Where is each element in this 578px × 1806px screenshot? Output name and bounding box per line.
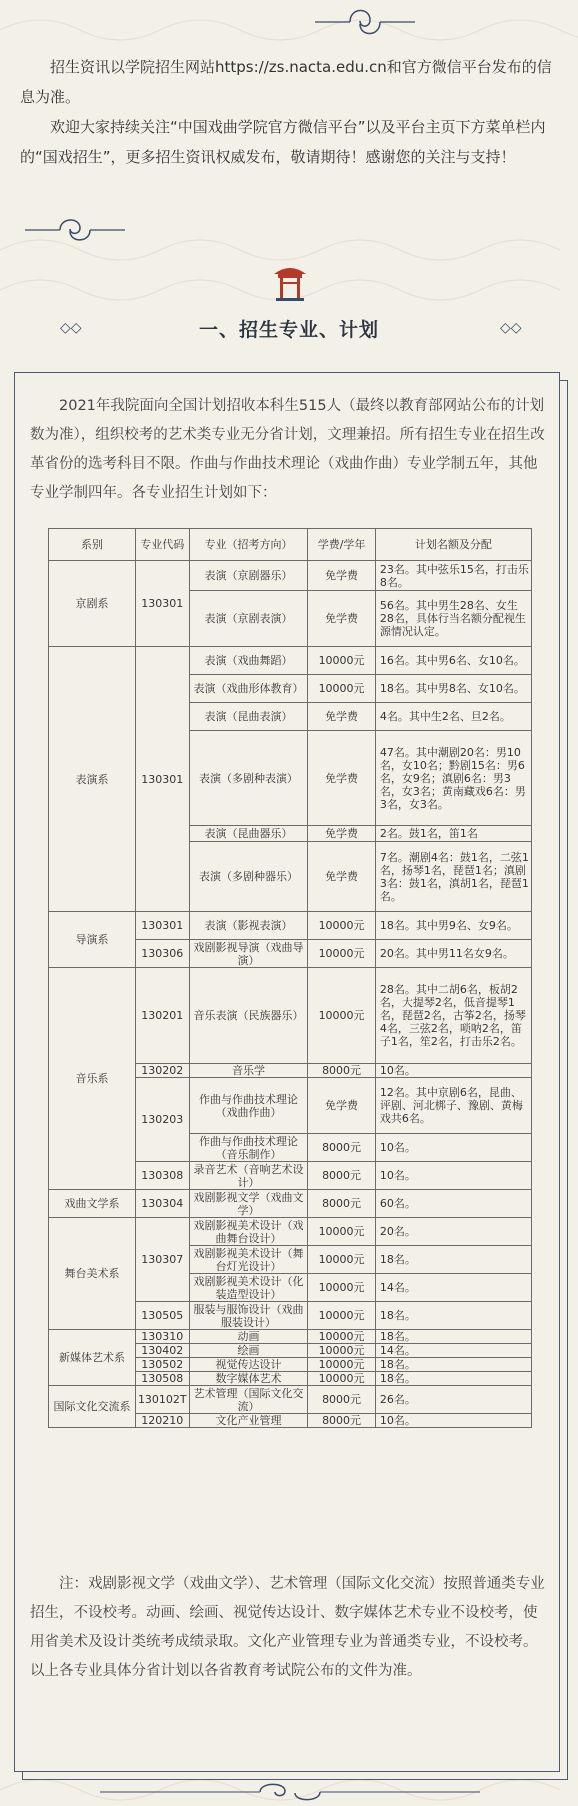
fee-cell: 10000元	[308, 940, 376, 968]
fee-cell: 10000元	[308, 647, 376, 675]
intro-paragraph: 招生资讯以学院招生网站https://zs.nacta.edu.cn和官方微信平台发布的信息为准。	[20, 58, 552, 106]
double-chevron-icon: ◇◇	[500, 320, 522, 336]
table-row	[49, 912, 532, 940]
fee-cell: 8000元	[308, 1162, 376, 1190]
table-row	[49, 968, 532, 1064]
fee-cell: 8000元	[308, 1064, 376, 1078]
fee-cell: 10000元	[308, 1302, 376, 1330]
plan-cell: 14名。	[375, 1344, 531, 1358]
code-cell: 130102T	[135, 1386, 189, 1414]
plan-cell: 18名。其中男8名、女10名。	[375, 675, 531, 703]
plan-cell: 10名。	[375, 1162, 531, 1190]
major-cell: 录音艺术（音响艺术设计）	[189, 1162, 308, 1190]
fee-cell: 10000元	[308, 1358, 376, 1372]
header-code: 专业代码	[135, 529, 189, 561]
plan-cell: 10名。	[375, 1134, 531, 1162]
major-cell: 音乐学	[189, 1064, 308, 1078]
major-cell: 表演（多剧种器乐）	[189, 842, 308, 912]
major-cell: 文化产业管理	[189, 1414, 308, 1428]
footnote	[30, 1570, 550, 1686]
code-cell: 130307	[135, 1218, 189, 1302]
fee-cell: 10000元	[308, 1218, 376, 1246]
wave-divider-icon	[310, 2, 420, 42]
section-title: 一、招生专业、计划	[198, 319, 379, 341]
major-cell: 表演（京剧表演）	[189, 591, 308, 647]
major-cell: 戏剧影视导演（戏曲导演）	[189, 940, 308, 968]
code-cell: 130203	[135, 1078, 189, 1162]
code-cell: 130301	[135, 561, 189, 647]
table-row	[49, 561, 532, 591]
major-cell: 戏剧影视美术设计（舞台灯光设计）	[189, 1246, 308, 1274]
fee-cell: 10000元	[308, 968, 376, 1064]
plan-cell: 16名。其中男6名、女10名。	[375, 647, 531, 675]
description	[30, 392, 550, 508]
fee-cell: 免学费	[308, 561, 376, 591]
plan-cell: 47名。其中潮剧20名：男10名，女10名；黔剧15名：男6名，女9名；滇剧6名：男3名，女3名；黄南藏戏6名：男3名，女3名。	[375, 731, 531, 826]
fee-cell: 免学费	[308, 731, 376, 826]
dept-cell: 表演系	[49, 647, 136, 912]
fee-cell: 10000元	[308, 1246, 376, 1274]
code-cell: 130308	[135, 1162, 189, 1190]
footnote-text: 注：戏剧影视文学（戏曲文学）、艺术管理（国际文化交流）按照普通类专业招生，不设校考。动画、绘画、视觉传达设计、数字媒体艺术专业不设校考，使用省美术及设计类统考成绩录取。文化产业管理专业为普通类专业，不设校考。以上各专业具体分省计划以各省教育考试院公布的文件为准。	[30, 1576, 545, 1679]
fee-cell: 10000元	[308, 1372, 376, 1386]
dept-cell: 舞台美术系	[49, 1218, 136, 1330]
fee-cell: 8000元	[308, 1414, 376, 1428]
intro-paragraph: 欢迎大家持续关注“中国戏曲学院官方微信平台”以及平台主页下方菜单栏内的“国戏招生”，更多招生资讯权威发布，敬请期待！感谢您的关注与支持！	[20, 118, 546, 166]
header-major: 专业（招考方向）	[189, 529, 308, 561]
major-cell: 表演（昆曲器乐）	[189, 826, 308, 842]
code-cell: 130306	[135, 940, 189, 968]
plan-cell: 10名。	[375, 1414, 531, 1428]
major-cell: 服装与服饰设计（戏曲服装设计）	[189, 1302, 308, 1330]
major-cell: 表演（戏曲形体教育）	[189, 675, 308, 703]
plan-cell: 20名。	[375, 1218, 531, 1246]
code-cell: 120210	[135, 1414, 189, 1428]
description-text: 2021年我院面向全国计划招收本科生515人（最终以教育部网站公布的计划数为准），组织校考的艺术类专业无分省计划，文理兼招。所有招生专业在招生改革省份的选考科目不限。作曲与作曲技术理论（戏曲作曲）专业学制五年，其他专业学制四年。各专业招生计划如下：	[30, 398, 545, 501]
major-cell: 戏剧影视文学（戏曲文学）	[189, 1190, 308, 1218]
plan-cell: 2名。鼓1名，笛1名	[375, 826, 531, 842]
code-cell: 130201	[135, 968, 189, 1064]
code-cell: 130505	[135, 1302, 189, 1330]
code-cell: 130310	[135, 1330, 189, 1344]
major-cell: 音乐表演（民族器乐）	[189, 968, 308, 1064]
code-cell: 130304	[135, 1190, 189, 1218]
code-cell: 130502	[135, 1358, 189, 1372]
major-cell: 作曲与作曲技术理论（戏曲作曲）	[189, 1078, 308, 1134]
major-cell: 视觉传达设计	[189, 1358, 308, 1372]
header-fee: 学费/学年	[308, 529, 376, 561]
plan-cell: 23名。其中弦乐15名，打击乐8名。	[375, 561, 531, 591]
major-cell: 表演（戏曲舞蹈）	[189, 647, 308, 675]
table-row	[49, 647, 532, 675]
intro-text	[20, 52, 560, 172]
dept-cell: 戏曲文学系	[49, 1190, 136, 1218]
fee-cell: 10000元	[308, 912, 376, 940]
double-chevron-icon: ◇◇	[60, 320, 82, 336]
fee-cell: 8000元	[308, 1190, 376, 1218]
plan-cell: 28名。其中二胡6名，板胡2名，大提琴2名，低音提琴1名，琵琶2名，古筝2名，扬琴4名，三弦2名，唢呐2名，笛子1名，笙2名，打击乐2名。	[375, 968, 531, 1064]
fee-cell: 10000元	[308, 1330, 376, 1344]
plan-cell: 18名。	[375, 1246, 531, 1274]
fee-cell: 10000元	[308, 1274, 376, 1302]
major-cell: 表演（昆曲表演）	[189, 703, 308, 731]
plan-cell: 26名。	[375, 1386, 531, 1414]
wave-divider-icon	[100, 1780, 480, 1804]
fee-cell: 免学费	[308, 826, 376, 842]
fee-cell: 10000元	[308, 675, 376, 703]
fee-cell: 免学费	[308, 591, 376, 647]
pavilion-icon	[272, 262, 308, 302]
major-cell: 戏剧影视美术设计（戏曲舞台设计）	[189, 1218, 308, 1246]
major-cell: 动画	[189, 1330, 308, 1344]
table-header	[49, 529, 532, 561]
major-cell: 艺术管理（国际文化交流）	[189, 1386, 308, 1414]
header-dept: 系别	[49, 529, 136, 561]
plan-cell: 18名。	[375, 1358, 531, 1372]
major-cell: 戏剧影视美术设计（化装造型设计）	[189, 1274, 308, 1302]
dept-cell: 音乐系	[49, 968, 136, 1190]
major-cell: 作曲与作曲技术理论（音乐制作）	[189, 1134, 308, 1162]
major-cell: 表演（京剧器乐）	[189, 561, 308, 591]
wave-divider-icon	[20, 215, 130, 245]
dept-cell: 国际文化交流系	[49, 1386, 136, 1428]
code-cell: 130301	[135, 912, 189, 940]
major-cell: 表演（多剧种表演）	[189, 731, 308, 826]
plan-cell: 18名。其中男9名、女9名。	[375, 912, 531, 940]
fee-cell: 免学费	[308, 703, 376, 731]
plan-cell: 18名。	[375, 1330, 531, 1344]
table-row	[49, 1218, 532, 1246]
major-cell: 表演（影视表演）	[189, 912, 308, 940]
fee-cell: 免学费	[308, 1078, 376, 1134]
code-cell: 130402	[135, 1344, 189, 1358]
plan-cell: 14名。	[375, 1274, 531, 1302]
header-plan: 计划名额及分配	[375, 529, 531, 561]
fee-cell: 8000元	[308, 1386, 376, 1414]
table-row	[49, 1386, 532, 1414]
dept-cell: 导演系	[49, 912, 136, 968]
major-cell: 数字媒体艺术	[189, 1372, 308, 1386]
enrollment-table	[48, 528, 532, 1428]
code-cell: 130301	[135, 647, 189, 912]
plan-cell: 10名。	[375, 1064, 531, 1078]
table-row	[49, 1330, 532, 1344]
fee-cell: 8000元	[308, 1134, 376, 1162]
fee-cell: 免学费	[308, 842, 376, 912]
major-cell: 绘画	[189, 1344, 308, 1358]
dept-cell: 新媒体艺术系	[49, 1330, 136, 1386]
plan-cell: 4名。其中生2名、旦2名。	[375, 703, 531, 731]
plan-cell: 60名。	[375, 1190, 531, 1218]
code-cell: 130202	[135, 1064, 189, 1078]
table-row	[49, 1190, 532, 1218]
plan-cell: 20名。其中男11名女9名。	[375, 940, 531, 968]
fee-cell: 10000元	[308, 1344, 376, 1358]
plan-cell: 18名。	[375, 1372, 531, 1386]
plan-cell: 12名。其中京剧6名，昆曲、评剧、河北梆子、豫剧、黄梅戏共6名。	[375, 1078, 531, 1134]
dept-cell: 京剧系	[49, 561, 136, 647]
plan-cell: 18名。	[375, 1302, 531, 1330]
plan-cell: 7名。潮剧4名：鼓1名，二弦1名，扬琴1名，琵琶1名；滇剧3名：鼓1名，滇胡1名，琵琶1名。	[375, 842, 531, 912]
plan-cell: 56名。其中男生28名、女生28名，具体行当名额分配视生源情况认定。	[375, 591, 531, 647]
code-cell: 130508	[135, 1372, 189, 1386]
